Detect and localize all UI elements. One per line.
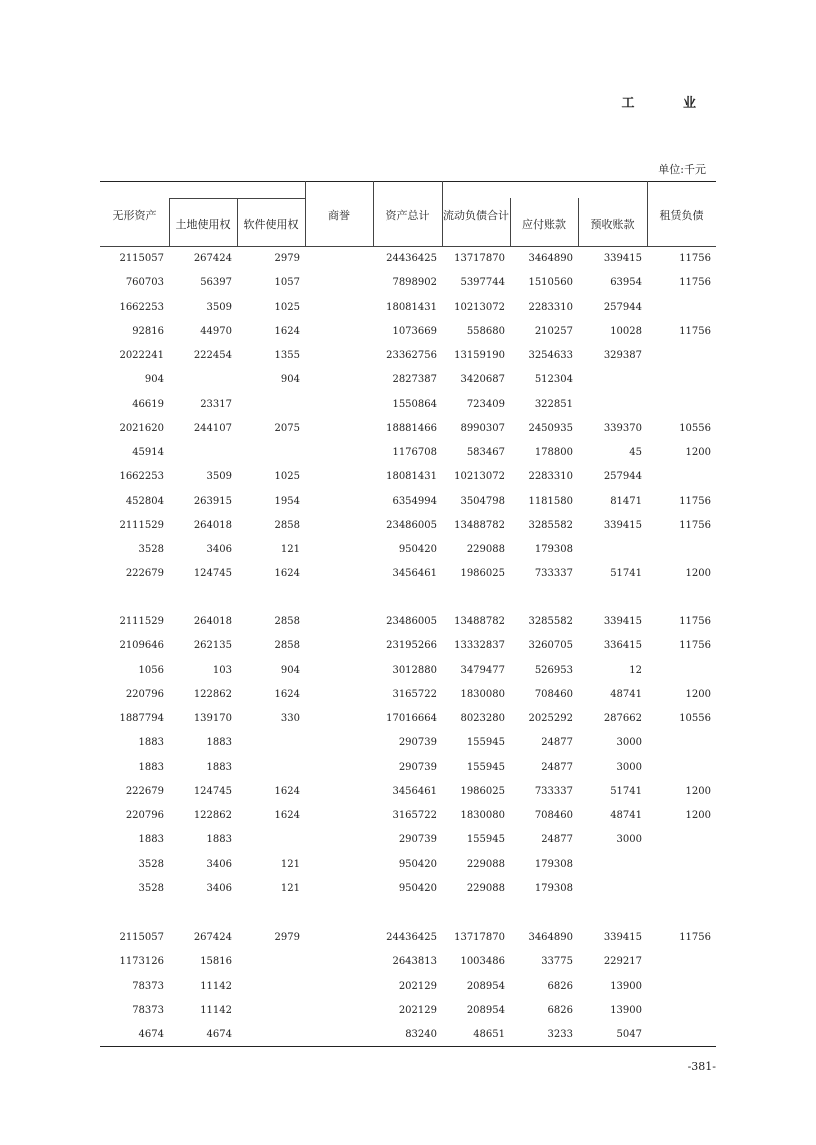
table-cell: 139170 <box>193 713 232 725</box>
table-cell: 3456461 <box>392 785 437 797</box>
table-cell: 1883 <box>138 761 164 773</box>
table-cell: 24436425 <box>386 253 437 264</box>
table-cell: 11142 <box>200 1004 232 1016</box>
table-cell: 904 <box>144 374 164 386</box>
table-cell: 155945 <box>466 737 505 749</box>
table-row <box>100 302 716 316</box>
table-cell: 3165722 <box>392 810 437 822</box>
table-cell: 1200 <box>685 568 711 580</box>
table-cell: 2858 <box>274 519 300 531</box>
table-row <box>100 665 716 679</box>
table-cell: 229217 <box>603 956 642 968</box>
table-cell: 179308 <box>534 544 573 555</box>
table-cell: 63954 <box>610 277 642 289</box>
table-cell: 708460 <box>534 688 573 700</box>
table-cell: 13717870 <box>454 253 505 264</box>
table-cell: 2025292 <box>528 713 573 725</box>
table-cell: 24877 <box>541 737 573 749</box>
table-row <box>100 883 716 897</box>
unit-label: 单位:千元 <box>658 163 706 176</box>
table-bottom-rule <box>100 1046 716 1047</box>
table-cell: 3012880 <box>392 664 437 676</box>
section-title: 工 业 <box>621 96 718 111</box>
table-cell: 81471 <box>610 495 642 507</box>
table-cell: 155945 <box>466 761 505 773</box>
table-cell: 290739 <box>398 737 437 749</box>
table-cell: 3285582 <box>528 519 573 531</box>
table-cell: 3479477 <box>460 664 505 676</box>
table-cell: 11756 <box>679 325 711 337</box>
table-row <box>100 471 716 485</box>
table-cell: 4674 <box>138 1029 164 1040</box>
table-cell: 267424 <box>193 253 232 264</box>
table-cell: 2827387 <box>392 374 437 386</box>
header-accounts-payable: 应付账款 <box>522 218 566 231</box>
table-cell: 2979 <box>274 253 300 264</box>
table-cell: 24436425 <box>386 932 437 943</box>
table-cell: 3509 <box>206 301 232 313</box>
table-cell: 330 <box>280 713 300 725</box>
table-cell: 121 <box>280 858 300 870</box>
header-total-assets: 资产总计 <box>385 209 430 222</box>
table-row <box>100 399 716 413</box>
table-cell: 1510560 <box>528 277 573 289</box>
table-cell: 103 <box>212 664 232 676</box>
table-cell: 1025 <box>274 301 300 313</box>
table-row <box>100 1029 716 1043</box>
table-cell: 3420687 <box>460 374 505 386</box>
table-cell: 202129 <box>398 980 437 992</box>
table-row <box>100 834 716 848</box>
table-cell: 3528 <box>138 858 164 870</box>
table-cell: 11756 <box>679 277 711 289</box>
table-cell: 11756 <box>679 253 711 264</box>
table-row <box>100 253 716 267</box>
table-cell: 13900 <box>610 980 642 992</box>
table-cell: 2283310 <box>528 301 573 313</box>
table-cell: 1200 <box>685 810 711 822</box>
table-cell: 3509 <box>206 471 232 483</box>
table-top-rule <box>100 181 716 182</box>
table-cell: 1003486 <box>460 956 505 968</box>
table-cell: 23486005 <box>386 616 437 627</box>
table-cell: 336415 <box>603 640 642 652</box>
table-cell: 2450935 <box>528 422 573 434</box>
table-cell: 3464890 <box>528 932 573 943</box>
table-cell: 44970 <box>200 325 232 337</box>
table-cell: 1662253 <box>119 301 164 313</box>
table-cell: 1662253 <box>119 471 164 483</box>
table-cell: 263915 <box>193 495 232 507</box>
table-cell: 3504798 <box>460 495 505 507</box>
table-cell: 2111529 <box>119 616 164 627</box>
table-row <box>100 640 716 654</box>
table-row <box>100 423 716 437</box>
table-cell: 6826 <box>547 1004 573 1016</box>
table-cell: 10028 <box>610 325 642 337</box>
table-cell: 1624 <box>274 688 300 700</box>
table-cell: 339415 <box>603 253 642 264</box>
table-cell: 18081431 <box>386 471 437 483</box>
table-cell: 904 <box>280 374 300 386</box>
table-cell: 13332837 <box>454 640 505 652</box>
table-cell: 222679 <box>125 785 164 797</box>
table-cell: 5397744 <box>460 277 505 289</box>
table-row <box>100 1005 716 1019</box>
table-row <box>100 859 716 873</box>
table-cell: 222679 <box>125 568 164 580</box>
table-cell: 1883 <box>138 737 164 749</box>
table-cell: 15816 <box>200 956 232 968</box>
table-cell: 950420 <box>398 544 437 555</box>
table-cell: 51741 <box>610 568 642 580</box>
table-cell: 6826 <box>547 980 573 992</box>
table-cell: 512304 <box>534 374 573 386</box>
table-cell: 12 <box>629 664 642 676</box>
table-cell: 339415 <box>603 932 642 943</box>
table-cell: 244107 <box>193 422 232 434</box>
table-row <box>100 277 716 291</box>
table-cell: 6354994 <box>392 495 437 507</box>
table-cell: 1181580 <box>528 495 573 507</box>
table-row <box>100 932 716 946</box>
table-cell: 3528 <box>138 882 164 894</box>
table-cell: 18081431 <box>386 301 437 313</box>
table-cell: 208954 <box>466 980 505 992</box>
table-cell: 950420 <box>398 858 437 870</box>
table-cell: 264018 <box>193 616 232 627</box>
table-cell: 1887794 <box>119 713 164 725</box>
table-cell: 121 <box>280 544 300 555</box>
table-cell: 583467 <box>466 447 505 458</box>
header-intangible-assets: 无形资产 <box>112 209 157 222</box>
table-cell: 1883 <box>206 737 232 749</box>
table-cell: 11756 <box>679 495 711 507</box>
table-cell: 51741 <box>610 785 642 797</box>
table-cell: 78373 <box>132 1004 164 1016</box>
table-cell: 229088 <box>466 882 505 894</box>
table-cell: 1883 <box>206 834 232 846</box>
table-row <box>100 689 716 703</box>
table-cell: 11756 <box>679 519 711 531</box>
table-row <box>100 956 716 970</box>
table-cell: 46619 <box>132 398 164 410</box>
table-cell: 1624 <box>274 568 300 580</box>
table-cell: 33775 <box>541 956 573 968</box>
table-cell: 48741 <box>610 810 642 822</box>
header-land-use-right: 土地使用权 <box>175 218 231 231</box>
table-cell: 2022241 <box>119 350 164 361</box>
table-cell: 339370 <box>603 422 642 434</box>
table-cell: 5047 <box>616 1029 642 1040</box>
table-row <box>100 810 716 824</box>
table-cell: 257944 <box>603 471 642 483</box>
table-cell: 18881466 <box>386 422 437 434</box>
table-cell: 558680 <box>466 325 505 337</box>
table-cell: 2111529 <box>119 519 164 531</box>
table-cell: 723409 <box>466 398 505 410</box>
table-cell: 24877 <box>541 761 573 773</box>
table-cell: 178800 <box>534 447 573 458</box>
header-bottom-rule <box>100 246 716 247</box>
table-cell: 23486005 <box>386 519 437 531</box>
table-cell: 3456461 <box>392 568 437 580</box>
table-cell: 10213072 <box>454 471 505 483</box>
table-cell: 229088 <box>466 544 505 555</box>
table-cell: 1200 <box>685 785 711 797</box>
table-cell: 904 <box>280 664 300 676</box>
table-cell: 155945 <box>466 834 505 846</box>
table-cell: 220796 <box>125 688 164 700</box>
table-row <box>100 616 716 630</box>
table-cell: 23317 <box>200 398 232 410</box>
table-cell: 3233 <box>547 1029 573 1040</box>
table-cell: 3406 <box>206 882 232 894</box>
table-cell: 208954 <box>466 1004 505 1016</box>
table-cell: 257944 <box>603 301 642 313</box>
table-cell: 329387 <box>603 350 642 361</box>
table-cell: 121 <box>280 882 300 894</box>
table-row <box>100 326 716 340</box>
table-cell: 1954 <box>274 495 300 507</box>
table-cell: 452804 <box>125 495 164 507</box>
table-cell: 13488782 <box>454 519 505 531</box>
table-cell: 1830080 <box>460 810 505 822</box>
header-current-liabilities: 流动负债合计 <box>443 209 509 222</box>
table-cell: 17016664 <box>386 713 437 725</box>
table-cell: 1200 <box>685 688 711 700</box>
table-cell: 1624 <box>274 785 300 797</box>
header-lease-liabilities: 租赁负债 <box>659 209 704 222</box>
table-cell: 1883 <box>138 834 164 846</box>
header-goodwill: 商誉 <box>328 209 350 222</box>
table-cell: 267424 <box>193 932 232 943</box>
header-advance-receipts: 预收账款 <box>590 218 635 231</box>
table-row <box>100 447 716 461</box>
table-cell: 526953 <box>534 664 573 676</box>
table-cell: 733337 <box>534 785 573 797</box>
table-cell: 210257 <box>534 325 573 337</box>
table-cell: 3260705 <box>528 640 573 652</box>
table-cell: 3528 <box>138 544 164 555</box>
table-cell: 122862 <box>193 810 232 822</box>
table-cell: 13717870 <box>454 932 505 943</box>
table-cell: 950420 <box>398 882 437 894</box>
table-cell: 23195266 <box>386 640 437 652</box>
table-cell: 1624 <box>274 325 300 337</box>
table-cell: 2979 <box>274 932 300 943</box>
table-cell: 124745 <box>193 785 232 797</box>
table-cell: 2115057 <box>119 253 164 264</box>
table-cell: 290739 <box>398 834 437 846</box>
table-cell: 3000 <box>616 834 642 846</box>
table-cell: 2115057 <box>119 932 164 943</box>
table-cell: 1057 <box>274 277 300 289</box>
table-cell: 262135 <box>193 640 232 652</box>
table-cell: 2643813 <box>392 956 437 968</box>
table-cell: 1883 <box>206 761 232 773</box>
table-cell: 3254633 <box>528 350 573 361</box>
table-cell: 3285582 <box>528 616 573 627</box>
table-cell: 179308 <box>534 858 573 870</box>
table-cell: 13900 <box>610 1004 642 1016</box>
table-cell: 179308 <box>534 882 573 894</box>
table-cell: 733337 <box>534 568 573 580</box>
table-cell: 23362756 <box>386 350 437 361</box>
table-cell: 45914 <box>132 447 164 458</box>
table-cell: 48651 <box>473 1029 505 1040</box>
table-cell: 2858 <box>274 640 300 652</box>
table-cell: 3165722 <box>392 688 437 700</box>
table-cell: 11756 <box>679 932 711 943</box>
table-cell: 1073669 <box>392 325 437 337</box>
table-row <box>100 520 716 534</box>
table-cell: 8990307 <box>460 422 505 434</box>
table-cell: 2021620 <box>119 422 164 434</box>
table-cell: 7898902 <box>392 277 437 289</box>
table-cell: 4674 <box>206 1029 232 1040</box>
table-cell: 13159190 <box>454 350 505 361</box>
table-row <box>100 786 716 800</box>
table-cell: 48741 <box>610 688 642 700</box>
table-cell: 3406 <box>206 544 232 555</box>
table-cell: 290739 <box>398 761 437 773</box>
table-cell: 1176708 <box>392 447 437 458</box>
table-cell: 10556 <box>679 422 711 434</box>
table-cell: 229088 <box>466 858 505 870</box>
table-cell: 2109646 <box>119 640 164 652</box>
table-cell: 11756 <box>679 640 711 652</box>
table-cell: 2283310 <box>528 471 573 483</box>
table-cell: 2858 <box>274 616 300 627</box>
table-cell: 11756 <box>679 616 711 627</box>
table-cell: 339415 <box>603 519 642 531</box>
table-cell: 122862 <box>193 688 232 700</box>
table-cell: 1986025 <box>460 568 505 580</box>
table-cell: 1355 <box>274 350 300 361</box>
table-cell: 92816 <box>132 325 164 337</box>
table-cell: 264018 <box>193 519 232 531</box>
table-row <box>100 544 716 558</box>
table-row <box>100 762 716 776</box>
table-row <box>100 496 716 510</box>
table-cell: 3406 <box>206 858 232 870</box>
table-cell: 78373 <box>132 980 164 992</box>
table-cell: 202129 <box>398 1004 437 1016</box>
table-row <box>100 374 716 388</box>
table-row <box>100 737 716 751</box>
table-cell: 3000 <box>616 737 642 749</box>
table-cell: 1550864 <box>392 398 437 410</box>
table-cell: 24877 <box>541 834 573 846</box>
table-cell: 3464890 <box>528 253 573 264</box>
table-cell: 45 <box>629 447 642 458</box>
header-software-use-right: 软件使用权 <box>243 218 299 231</box>
table-cell: 10213072 <box>454 301 505 313</box>
table-cell: 322851 <box>534 398 573 410</box>
table-cell: 220796 <box>125 810 164 822</box>
table-cell: 1173126 <box>119 956 164 968</box>
table-row <box>100 981 716 995</box>
page-number: -381- <box>687 1060 716 1073</box>
table-cell: 8023280 <box>460 713 505 725</box>
table-row <box>100 713 716 727</box>
table-cell: 2075 <box>274 422 300 434</box>
table-cell: 56397 <box>200 277 232 289</box>
table-cell: 708460 <box>534 810 573 822</box>
table-cell: 1025 <box>274 471 300 483</box>
table-cell: 1830080 <box>460 688 505 700</box>
table-cell: 760703 <box>125 277 164 289</box>
table-cell: 287662 <box>603 713 642 725</box>
table-cell: 11142 <box>200 980 232 992</box>
table-cell: 83240 <box>405 1029 437 1040</box>
table-cell: 3000 <box>616 761 642 773</box>
table-cell: 339415 <box>603 616 642 627</box>
table-cell: 222454 <box>193 350 232 361</box>
table-cell: 1200 <box>685 447 711 458</box>
table-cell: 1056 <box>138 664 164 676</box>
table-cell: 1986025 <box>460 785 505 797</box>
table-cell: 13488782 <box>454 616 505 627</box>
table-row <box>100 568 716 582</box>
table-cell: 124745 <box>193 568 232 580</box>
table-cell: 1624 <box>274 810 300 822</box>
table-row <box>100 350 716 364</box>
table-cell: 10556 <box>679 713 711 725</box>
